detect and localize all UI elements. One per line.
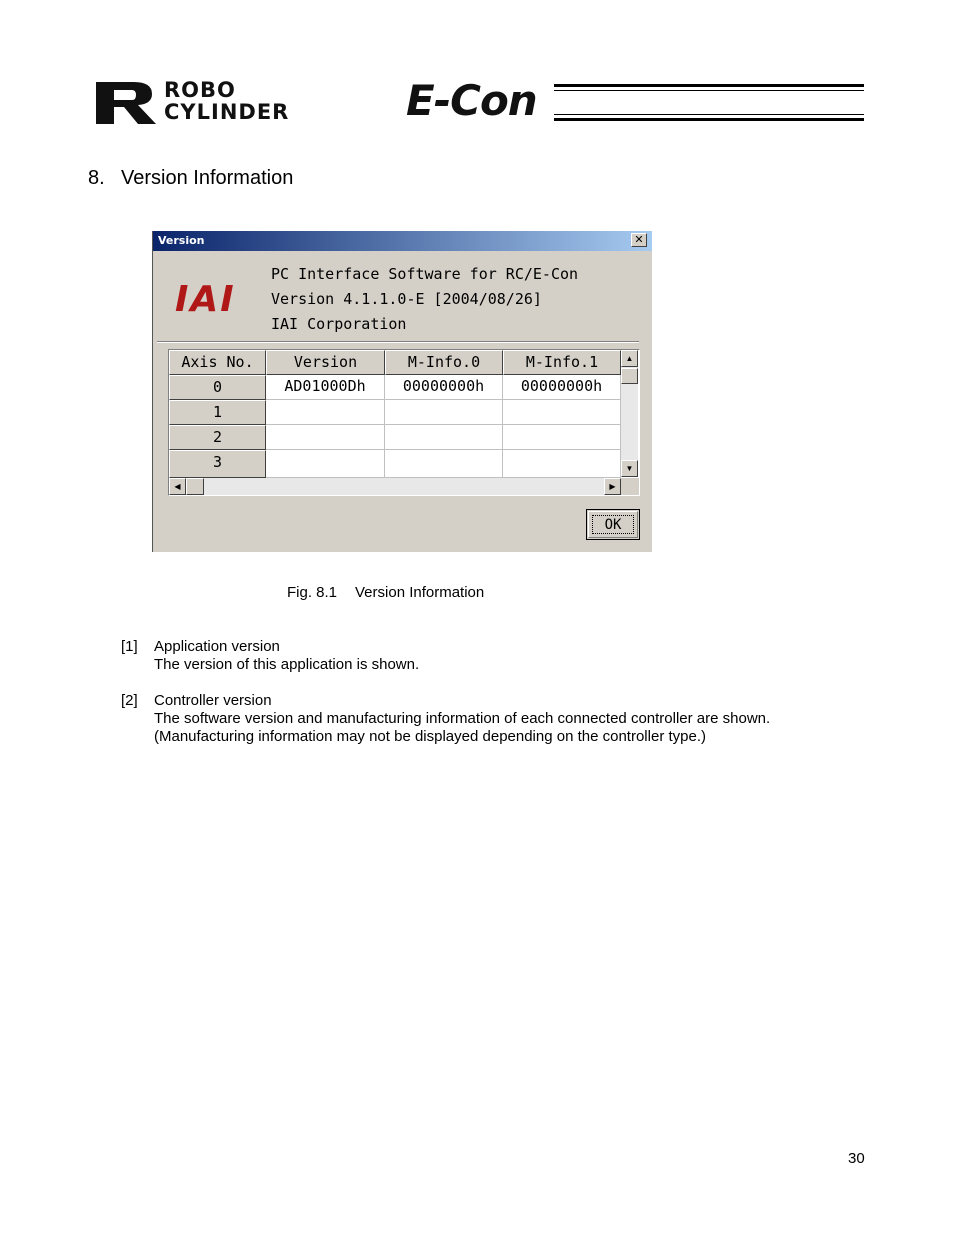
cell-version-0[interactable]: AD01000Dh — [266, 375, 385, 400]
figure-caption-text: Version Information — [355, 584, 485, 601]
cell-version-1[interactable] — [266, 400, 385, 425]
row-header-axis-0[interactable]: 0 — [169, 375, 266, 400]
controller-version-grid[interactable] — [168, 349, 640, 496]
version-dialog — [152, 231, 652, 552]
header-rule-bottom-thin — [554, 114, 864, 115]
svg-text:IAI: IAI — [175, 279, 236, 317]
section-title: Version Information — [121, 167, 294, 189]
cell-minfo0-0[interactable]: 00000000h — [385, 375, 503, 400]
robo-cylinder-rc-logo — [94, 80, 160, 126]
item-2-title: Controller version — [154, 692, 272, 709]
scrollbar-corner — [621, 478, 639, 496]
column-header-version[interactable]: Version — [266, 350, 385, 375]
dialog-title-bar[interactable] — [153, 231, 652, 251]
horizontal-scroll-thumb[interactable] — [186, 478, 204, 495]
cell-minfo1-0[interactable]: 00000000h — [503, 375, 621, 400]
item-2-text-line-2: (Manufacturing information may not be displayed depending on the controller type.) — [154, 728, 706, 745]
header-rule-top — [554, 84, 864, 87]
ok-button-label: OK — [592, 515, 634, 534]
app-version-line: Version 4.1.1.0-E [2004/08/26] — [271, 290, 542, 308]
row-header-axis-3[interactable]: 3 — [169, 450, 266, 478]
cell-minfo0-2[interactable] — [385, 425, 503, 450]
item-1-text: The version of this application is shown. — [154, 656, 420, 673]
brand-line-cylinder: CYLINDER — [164, 100, 290, 124]
header-rule-top-thin — [554, 90, 864, 91]
item-1-number: [1] — [121, 638, 138, 655]
cell-minfo0-1[interactable] — [385, 400, 503, 425]
column-header-axis[interactable]: Axis No. — [169, 350, 266, 375]
item-1-title: Application version — [154, 638, 280, 655]
cell-version-3[interactable] — [266, 450, 385, 478]
item-2-text-line-1: The software version and manufacturing information of each connected controller are shown. — [154, 710, 771, 727]
cell-version-2[interactable] — [266, 425, 385, 450]
section-heading — [88, 166, 293, 190]
horizontal-scrollbar[interactable] — [169, 478, 621, 495]
page-number: 30 — [848, 1150, 865, 1167]
row-header-axis-2[interactable]: 2 — [169, 425, 266, 450]
column-header-minfo1[interactable]: M-Info.1 — [503, 350, 621, 375]
cell-minfo1-2[interactable] — [503, 425, 621, 450]
brand-line-robo: ROBO — [164, 78, 236, 102]
app-name-line: PC Interface Software for RC/E-Con — [271, 265, 579, 283]
robo-cylinder-wordmark — [164, 80, 289, 124]
scroll-right-icon[interactable]: ▶ — [604, 478, 621, 495]
row-header-axis-1[interactable]: 1 — [169, 400, 266, 425]
scroll-up-icon[interactable]: ▲ — [621, 350, 638, 367]
cell-minfo1-1[interactable] — [503, 400, 621, 425]
figure-label: Fig. 8.1 — [287, 584, 338, 601]
dialog-title: Version — [158, 234, 205, 247]
vertical-scroll-thumb[interactable] — [621, 368, 638, 384]
column-header-minfo0[interactable]: M-Info.0 — [385, 350, 503, 375]
scroll-left-icon[interactable]: ◀ — [169, 478, 186, 495]
dialog-separator — [157, 341, 639, 343]
company-line: IAI Corporation — [271, 315, 407, 333]
cell-minfo1-3[interactable] — [503, 450, 621, 478]
cell-minfo0-3[interactable] — [385, 450, 503, 478]
iai-logo — [175, 277, 257, 317]
close-icon[interactable]: ✕ — [631, 233, 647, 247]
figure-caption — [287, 584, 484, 602]
scroll-down-icon[interactable]: ▼ — [621, 460, 638, 477]
ok-button[interactable] — [586, 509, 640, 540]
vertical-scrollbar[interactable] — [621, 350, 638, 477]
item-2-number: [2] — [121, 692, 138, 709]
header-rule-bottom — [554, 118, 864, 121]
section-number: 8. — [88, 167, 105, 189]
econ-logo: E-Con — [406, 76, 537, 125]
